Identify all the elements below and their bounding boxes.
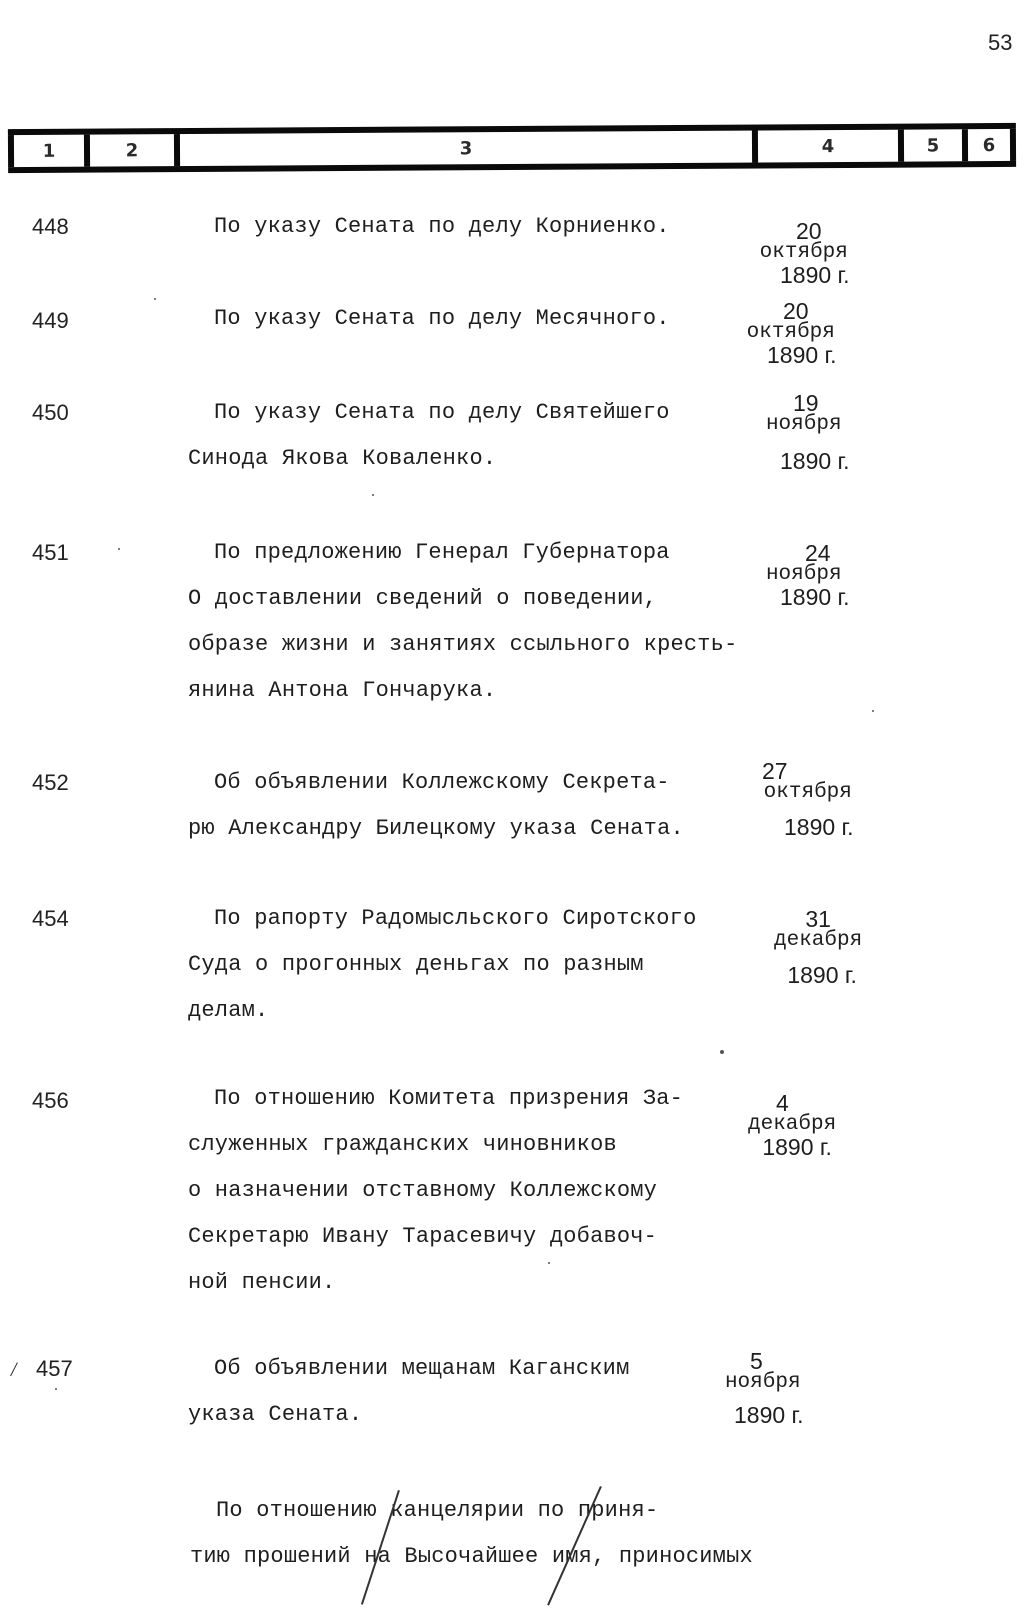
entry-date-year: 1890 г.	[780, 584, 850, 610]
entry-description	[188, 1076, 748, 1306]
entry-date-year: 1890 г.	[787, 962, 857, 988]
entry-date-month: ноября	[724, 1371, 801, 1394]
entry-date-month: октября	[759, 241, 848, 264]
entry-description	[188, 204, 748, 250]
entry-number: 454	[32, 906, 69, 931]
entry-date-month: декабря	[748, 1113, 837, 1136]
entry-line: о назначении отставному Коллежскому	[188, 1178, 658, 1203]
entry-date	[748, 1092, 836, 1158]
entry-date	[745, 300, 837, 366]
scan-speck	[872, 710, 874, 712]
entry-line: рю Александру Билецкому указа Сената.	[188, 816, 684, 841]
entry-line: Секретарю Ивану Тарасевичу добавоч-	[188, 1224, 658, 1249]
entry-date-day: 20	[795, 218, 822, 244]
entry-date	[758, 392, 850, 472]
entry-description	[188, 530, 748, 714]
entry-date-month: ноября	[765, 563, 842, 586]
entry-line: Об объявлении Коллежскому Секрета-	[214, 770, 670, 795]
entry-line: По отношению канцелярии по приня-	[216, 1498, 659, 1523]
entry-line: ной пенсии.	[188, 1270, 336, 1295]
entry-date-day: 4	[776, 1090, 789, 1116]
entry-date-day: 24	[804, 540, 831, 566]
column-header-1: 1	[8, 135, 84, 167]
entry-date-year: 1890 г.	[734, 1402, 804, 1428]
entry-date-year: 1890 г.	[780, 448, 850, 474]
entry-line: Об объявлении мещанам Каганским	[214, 1356, 630, 1381]
entry-line: По рапорту Радомысльского Сиротского	[214, 906, 697, 931]
entry-date	[762, 760, 854, 838]
entry-date-day: 27	[762, 758, 788, 784]
entry-line: Синода Якова Коваленко.	[188, 446, 497, 471]
column-header-5: 5	[898, 129, 962, 161]
entry-number: 452	[32, 770, 69, 795]
entry-date-month: ноября	[765, 413, 842, 436]
entry-line: образе жизни и занятиях ссыльного кресть-	[188, 632, 738, 657]
scan-speck	[720, 1050, 724, 1054]
entry-date-year: 1890 г.	[767, 342, 837, 368]
entry-date	[774, 908, 862, 986]
page-number: 53	[988, 30, 1013, 55]
entry-description	[188, 760, 748, 852]
entry-date-day: 5	[750, 1348, 763, 1374]
entry-date-year: 1890 г.	[784, 814, 854, 840]
scan-speck	[55, 1388, 57, 1390]
entry-line: По отношению Комитета призрения За-	[214, 1086, 684, 1111]
entry-number: 449	[32, 308, 69, 333]
entry-number: 457	[36, 1356, 73, 1381]
entry-line: По указу Сената по делу Корниенко.	[214, 214, 670, 239]
entry-description	[188, 296, 748, 342]
entry-date	[758, 220, 850, 286]
entry-date	[722, 1350, 804, 1426]
entry-line: янина Антона Гончарука.	[188, 678, 497, 703]
entry-number: 450	[32, 400, 69, 425]
entry-date	[758, 542, 850, 608]
scan-speck	[154, 298, 156, 300]
entry-number: 448	[32, 214, 69, 239]
column-header-6: 6	[962, 129, 1016, 161]
entry-date-day: 31	[805, 906, 831, 932]
entry-line: По указу Сената по делу Святейшего	[214, 400, 670, 425]
column-header-bar	[8, 123, 1016, 173]
entry-description	[188, 896, 748, 1034]
entry-date-year: 1890 г.	[780, 262, 850, 288]
entry-number: 456	[32, 1088, 69, 1113]
column-header-4: 4	[752, 130, 898, 163]
scan-speck	[548, 1262, 550, 1264]
entry-description	[190, 1488, 753, 1580]
column-header-3: 3	[174, 131, 752, 167]
entry-line: указа Сената.	[188, 1402, 363, 1427]
entry-date-year: 1890 г.	[762, 1134, 832, 1160]
entry-line: служенных гражданских чиновников	[188, 1132, 617, 1157]
entry-date-month: декабря	[774, 929, 863, 952]
entry-number: 451	[32, 540, 69, 565]
margin-check-mark: ⁄	[8, 1360, 21, 1383]
entry-line: О доставлении сведений о поведении,	[188, 586, 658, 611]
entry-line: По предложению Генерал Губернатора	[214, 540, 670, 565]
entry-line: По указу Сената по делу Месячного.	[214, 306, 670, 331]
scan-speck	[372, 494, 374, 496]
entry-line: делам.	[188, 998, 269, 1023]
entry-date-day: 20	[782, 298, 809, 324]
entry-description	[188, 1346, 748, 1438]
column-header-2: 2	[84, 134, 174, 167]
entry-line: Суда о прогонных деньгах по разным	[188, 952, 644, 977]
entry-date-month: октября	[746, 321, 835, 344]
entry-line: тию прошений на Высочайшее имя, приносимых	[190, 1544, 753, 1569]
entry-date-day: 19	[792, 390, 819, 416]
entry-description	[188, 390, 748, 482]
scan-speck	[118, 548, 120, 550]
entry-date-month: октября	[763, 781, 852, 804]
